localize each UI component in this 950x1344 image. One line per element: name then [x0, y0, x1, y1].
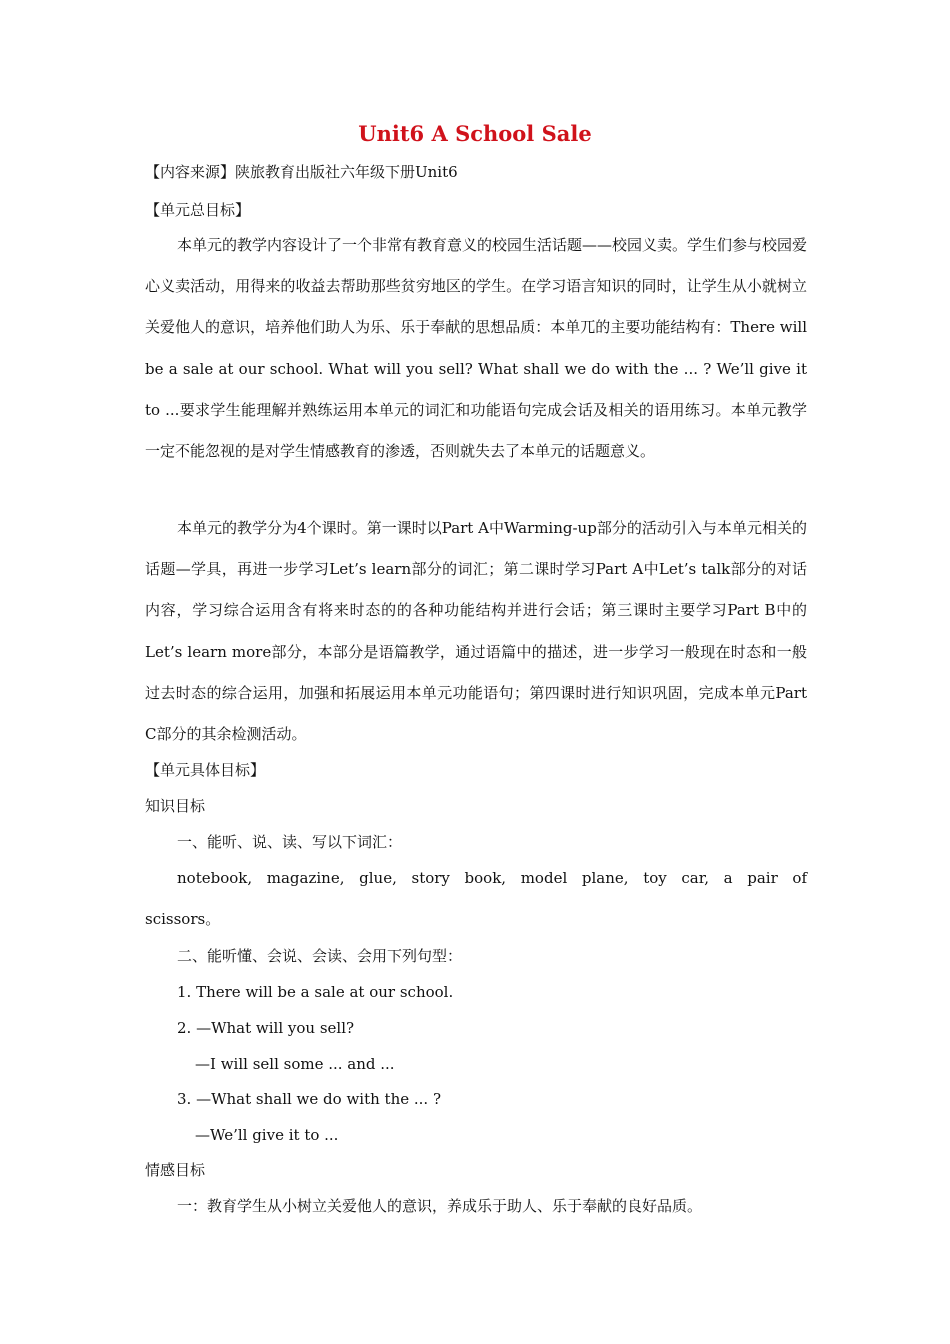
- sentence-2-question: 2. —What will you sell?: [177, 1019, 355, 1037]
- sentence-2-answer: —I will sell some ... and ...: [195, 1055, 395, 1073]
- specific-goal-heading: 【单元具体目标】: [145, 761, 266, 779]
- knowledge-goal-heading: 知识目标: [145, 797, 206, 815]
- sentence-1: 1. There will be a sale at our school.: [177, 983, 454, 1001]
- overall-goal-paragraph-2: 本单元的教学分为4个课时。第一课时以Part A中Warming-up部分的活动引入与本单元相关的话题—学具，再进一步学习Let’s learn部分的词汇；第二课时学习Part A中Let’s talk部分的对话内容，学习综合运用含有将来时态的的各种功能结构并进行会话；第三课时主要学习Part B中的Let’s learn more部分，本部分是语篇教学，通过语篇中的描述，进一步学习一般现在时态和一般过去时态的综合运用，加强和拓展运用本单元功能语句；第四课时进行知识巩固，完成本单元Part C部分的其余检测活动。: [145, 519, 807, 744]
- overall-goal-paragraph-1: 本单元的教学内容设计了一个非常有教育意义的校园生活话题——校园义卖。学生们参与校园爱心义卖活动，用得来的收益去帮助那些贫穷地区的学生。在学习语言知识的同时，让学生从小就树立关爱他人的意识，培养他们助人为乐、乐于奉献的思想品质：本单兀的主要功能结构有：There will be a sale at our school. What will you sell? What shall we do with the ... ? We’ll give it to ...要求学生能理解并熟练运用本单元的词汇和功能语句完成会话及相关的语用练习。本单元教学一定不能忽视的是对学生情感教育的渗透，否则就失去了本单元的话题意义。: [145, 236, 808, 461]
- source-line: 【内容来源】陕旅教育出版社六年级下册Unit6: [145, 163, 458, 181]
- knowledge-item-sentences-intro: 二、能听懂、会说、会读、会用下列句型：: [177, 947, 463, 965]
- sentence-3-answer: —We’ll give it to ...: [195, 1126, 339, 1144]
- knowledge-item-vocab-intro: 一、能听、说、读、写以下词汇：: [177, 833, 403, 851]
- sentence-3-question: 3. —What shall we do with the ... ?: [177, 1090, 441, 1108]
- emotion-item-1: 一：教育学生从小树立关爱他人的意识，养成乐于助人、乐于奉献的良好品质。: [177, 1197, 703, 1215]
- document-title: Unit6 A School Sale: [358, 121, 592, 146]
- emotion-goal-heading: 情感目标: [145, 1161, 206, 1179]
- vocabulary-list: notebook, magazine, glue, story book, model plane, toy car, a pair of scissors。: [145, 869, 807, 928]
- overall-goal-heading: 【单元总目标】: [145, 201, 251, 219]
